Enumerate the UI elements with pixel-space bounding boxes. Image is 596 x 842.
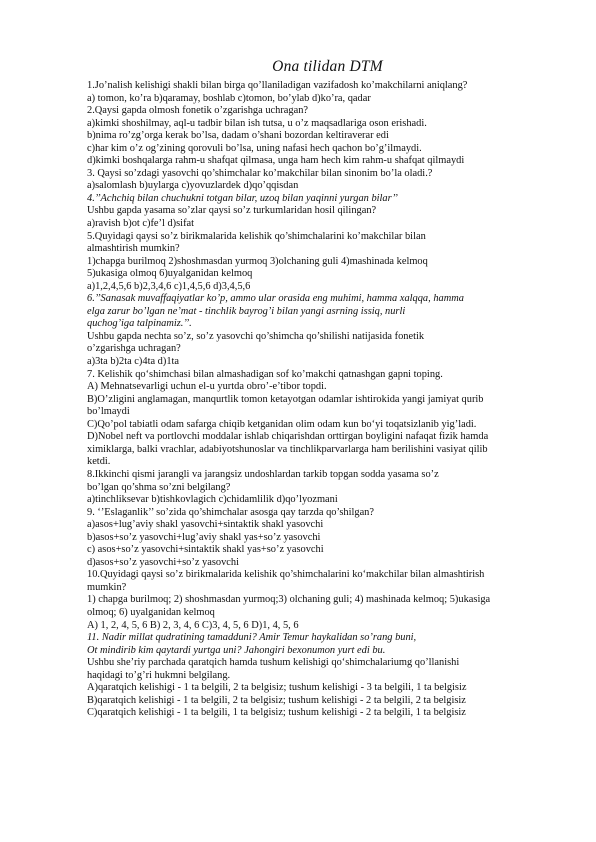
text-line: elga zarur bo’lgan ne’mat - tinchlik bayrog’i bilan yangi asrning issiq, nurli [87,305,406,317]
text-line: A)qaratqich kelishigi - 1 ta belgili, 2 ta belgisiz; tushum kelishigi - 3 ta belgili, 1 ta belgisiz [87,682,467,694]
text-line: A) 1, 2, 4, 5, 6 B) 2, 3, 4, 6 C)3, 4, 5, 6 D)1, 4, 5, 6 [87,619,299,631]
text-line: ketdi. [87,456,111,468]
text-line: o’zgarishga uchragan? [87,343,181,355]
text-line: c) asos+so’z yasovchi+sintaktik shakl yas+so’z yasovchi [87,544,324,556]
text-line: 6.’’Sanasak muvaffaqiyatlar ko’p, ammo ular orasida eng muhimi, hamma xalqqa, hamma [87,293,464,305]
text-line: almashtirish mumkin? [87,243,180,255]
text-line: a)salomlash b)uylarga c)yovuzlardek d)qo’qqisdan [87,180,299,192]
text-line: d)kimki boshqalarga rahm-u shafqat qilmasa, unga ham hech kim rahm-u shafqat qilmaydi [87,155,465,167]
text-line: D)Nobel neft va portlovchi moddalar ishlab chiqarishdan orttirgan boyligini nafaqat fizik hamda [87,431,489,443]
text-line: ximiklarga, balki vrachlar, adabiyotshunoslar va tinchlikparvarlarga ham berilishini vasiyat qilib [87,443,488,455]
document-body [87,80,548,720]
text-line: 1)chapga burilmoq 2)shoshmasdan yurmoq 3)olchaning guli 4)mashinada kelmoq [87,255,428,267]
text-line: b)asos+so’z yasovchi+lug’aviy shakl yas+so’z yasovchi [87,531,321,543]
document-title: Ona tilidan DTM [272,58,383,75]
text-line: 9. ‘’Eslaganlik’’ so’zida qo’shimchalar asosga qay tarzda qo’shilgan? [87,506,374,518]
text-line: 5)ukasiga olmoq 6)uyalganidan kelmoq [87,268,253,280]
text-line: haqidagi to’g’ri hukmni belgilang. [87,669,231,681]
text-line: Ot mindirib kim qaytardi yurtga uni? Jahongiri bexonumon yurt edi bu. [87,644,386,656]
text-line: a)3ta b)2ta c)4ta d)1ta [87,356,180,368]
text-line: a)kimki shoshilmay, aql-u tadbir bilan ish tutsa, u o’z maqsadlariga oson erishadi. [87,117,427,129]
text-line: C)qaratqich kelishigi - 1 ta belgili, 1 ta belgisiz; tushum kelishigi - 2 ta belgili, 1 ta belgisiz [87,707,466,719]
text-line: 1) chapga burilmoq; 2) shoshmasdan yurmoq;3) olchaning guli; 4) mashinada kelmoq; 5)ukasiga [87,594,491,606]
text-line: Ushbu gapda yasama so’zlar qaysi so’z turkumlaridan hosil qilingan? [87,205,377,217]
text-line: a)ravish b)ot c)fe’l d)sifat [87,218,195,230]
text-line: Ushbu gapda nechta so’z, so’z yasovchi qo’shimcha qo’shilishi natijasida fonetik [87,330,425,342]
text-line: a)asos+lug’aviy shakl yasovchi+sintaktik shakl yasovchi [87,519,324,531]
text-line: 2.Qaysi gapda olmosh fonetik o’zgarishga uchragan? [87,105,309,117]
text-line: Ushbu she’riy parchada qaratqich hamda tushum kelishigi qo‘shimchalariumg qo’llanishi [87,657,460,669]
text-line: b)nima ro’zg’orga kerak bo’lsa, dadam o’shani bozordan keltiraverar edi [87,130,389,142]
text-line: 8.Ikkinchi qismi jarangli va jarangsiz undoshlardan tarkib topgan sodda yasama so’z [87,468,439,480]
text-line: quchog’iga talpinamiz.’’. [87,318,192,330]
text-line: B)qaratqich kelishigi - 1 ta belgili, 2 ta belgisiz; tushum kelishigi - 2 ta belgili, 2 ta belgisiz [87,694,466,706]
text-line: C)Qo’pol tabiatli odam safarga chiqib ketganidan olim odam kun bo‘yi toqatsizlanib yig’ladi. [87,418,477,430]
text-line: 1.Jo’nalish kelishigi shakli bilan birga qo’llaniladigan vazifadosh ko’makchilarni aniqlang? [87,80,468,91]
text-line: a)tinchliksevar b)tishkovlagich c)chidamlilik d)qo’lyozmani [87,494,338,506]
text-line: d)asos+so’z yasovchi+so’z yasovchi [87,556,239,568]
text-line: mumkin? [87,581,127,593]
text-line: bo’lgan qo’shma so’zni belgilang? [87,481,231,493]
text-line: 5.Quyidagi qaysi so’z birikmalarida kelishik qo’shimchalarini ko’makchilar bilan [87,230,426,242]
text-line: A) Mehnatsevarligi uchun el-u yurtda obro’-e’tibor topdi. [87,381,327,393]
text-line: a) tomon, ko’ra b)qaramay, boshlab c)tomon, bo’ylab d)ko’ra, qadar [87,92,371,104]
text-line: bo’lmaydi [87,406,130,418]
text-line: 4.’’Achchiq bilan chuchukni totgan bilar, uzoq bilan yaqinni yurgan bilar’’ [87,192,398,204]
text-line: a)1,2,4,5,6 b)2,3,4,6 c)1,4,5,6 d)3,4,5,6 [87,280,251,292]
text-line: 11. Nadir millat qudratining tamadduni? Amir Temur haykalidan so’rang buni, [87,632,417,644]
text-line: B)O’zligini anglamagan, manqurtlik tomon ketayotgan odamlar ishtirokida yangi jamiyat qurib [87,393,484,405]
text-line: 7. Kelishik qo‘shimchasi bilan almashadigan sof ko’makchi qatnashgan gapni toping. [87,368,443,380]
text-line: 10.Quyidagi qaysi so’z birikmalarida kelishik qo’shimchalarini ko‘makchilar bilan almashtirish [87,569,485,581]
text-line: 3. Qaysi so’zdagi yasovchi qo’shimchalar ko’makchilar bilan sinonim bo’la oladi.? [87,167,433,179]
text-line: olmoq; 6) uyalganidan kelmoq [87,606,215,618]
text-line: c)har kim o’z og’zining qorovuli bo’lsa, uning nafasi hech qachon bo’g’ilmaydi. [87,142,422,154]
